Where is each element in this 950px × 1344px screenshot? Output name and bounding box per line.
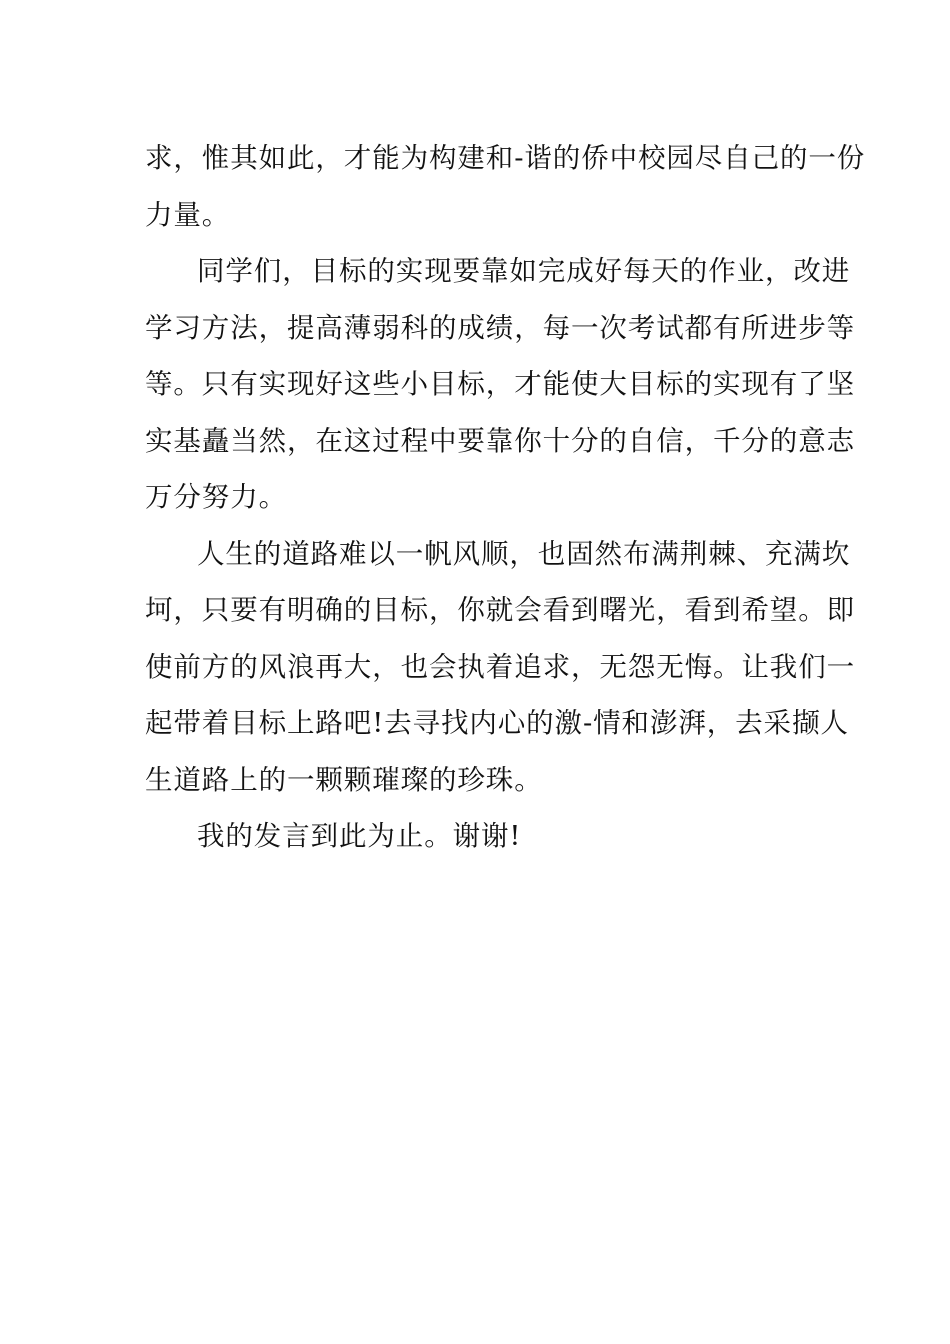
text-line-13: 我的发言到此为止。谢谢! (197, 820, 522, 852)
text-line-11: 起带着目标上路吧!去寻找内心的激-情和澎湃，去采撷人 (145, 707, 849, 739)
text-line-5: 等。只有实现好这些小目标，才能使大目标的实现有了坚 (145, 368, 855, 400)
text-line-9: 坷，只要有明确的目标，你就会看到曙光，看到希望。即 (145, 594, 855, 626)
text-line-2: 力量。 (145, 198, 231, 231)
text-line-3: 同学们，目标的实现要靠如完成好每天的作业，改进 (197, 255, 851, 287)
text-line-8: 人生的道路难以一帆风顺，也固然布满荆棘、充满坎 (197, 537, 851, 570)
text-line-1: 求，惟其如此，才能为构建和-谐的侨中校园尽自己的一份 (145, 142, 866, 174)
text-line-6: 实基矗当然，在这过程中要靠你十分的自信，千分的意志 (145, 424, 855, 457)
text-line-7: 万分努力。 (145, 481, 287, 513)
text-line-4: 学习方法，提高薄弱科的成绩，每一次考试都有所进步等 (145, 311, 855, 344)
text-line-12: 生道路上的一颗颗璀璨的珍珠。 (145, 763, 543, 796)
text-line-10: 使前方的风浪再大，也会执着追求，无怨无悔。让我们一 (145, 650, 855, 683)
speech-text (145, 130, 866, 865)
